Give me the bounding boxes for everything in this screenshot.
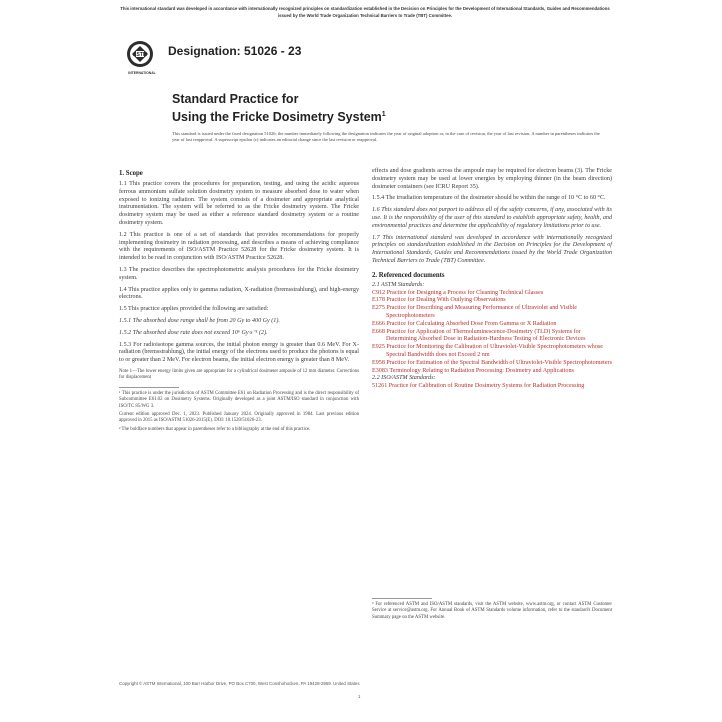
right-column [372, 168, 612, 391]
para-1-6: 1.6 This standard does not purport to address all of the safety concerns, if any, associated with its use. It is the responsibility of the user of this standard to establish appropriate safety, health, and environmental practices and determine the applicability of regulatory limitations prior to use. [372, 207, 612, 229]
para-continued: effects and dose gradients across the ampoule may be required for electron beams (3). The Fricke dosimetry system may be used at lower energies by employing thinner (in the beam direction) dosimeter containers (see ICRU Report 35). [372, 168, 612, 190]
astm-standards-subheading: 2.1 ASTM Standards: [372, 281, 425, 288]
astm-reference-title-link[interactable]: Practice for Designing a Process for Cleaning Technical Glasses [386, 289, 544, 296]
para-1-5-2: 1.5.2 The absorbed dose rate does not exceed 10⁶ Gy·s⁻¹ (2). [119, 329, 268, 336]
title-line-2 [172, 107, 386, 125]
astm-reference-code-link[interactable]: E3083 [372, 367, 390, 374]
astm-reference-item [372, 321, 612, 329]
astm-reference-title-link[interactable]: Practice for Describing and Measuring Performance of Ultraviolet and Visible Spectrophotometers [386, 305, 577, 319]
astm-reference-item [372, 344, 612, 360]
right-footnote-divider [372, 598, 432, 599]
document-title [172, 92, 386, 125]
footnote-divider [119, 387, 179, 388]
astm-reference-code-link[interactable]: E925 [372, 344, 387, 351]
right-footnote-area [372, 598, 612, 621]
scope-heading: 1. Scope [119, 170, 143, 177]
page-number: 1 [358, 694, 361, 699]
international-standard-notice: This international standard was developed in accordance with internationally recognized principles on standardization established in the Decision on Principles for the Development of International Standards, Guides and Recommendations issued by the World Trade Organization Technical Barriers to Trade (TBT) Committee. [120, 6, 610, 18]
astm-reference-item [372, 360, 612, 368]
astm-reference-item [372, 368, 612, 376]
footnote-1b: Current edition approved Dec. 1, 2023. Published January 2024. Originally approved in 1984. Last previous edition approved in 2015 as ISO/ASTM 51026-2015(E). DOI: 10.1520/51026-23. [119, 411, 359, 424]
astm-reference-title-link[interactable]: Practice for Calculating Absorbed Dose From Gamma or X Radiation [386, 320, 557, 327]
astm-reference-code-link[interactable]: E275 [372, 305, 387, 312]
title-main: Using the Fricke Dosimetry System [172, 110, 382, 125]
para-1-5-1: 1.5.1 The absorbed dose range shall be from 20 Gy to 400 Gy (1). [119, 317, 280, 324]
para-1-3: 1.3 The practice describes the spectrophotometric analysis procedures for the Fricke dosimetry system. [119, 266, 359, 281]
title-footnote-mark: 1 [381, 111, 386, 118]
astm-reference-code-link[interactable]: E666 [372, 320, 387, 327]
astm-reference-title-link[interactable]: Practice for Dealing With Outlying Observations [386, 297, 506, 304]
iso-astm-reference-list [372, 383, 612, 391]
astm-reference-code-link[interactable]: E668 [372, 328, 387, 335]
astm-reference-code-link[interactable]: E178 [372, 297, 387, 304]
astm-reference-item [372, 305, 612, 321]
footnote-2: ² The boldface numbers that appear in parentheses refer to a bibliography at the end of this practice. [119, 426, 311, 432]
note-1: Note 1—The lower energy limits given are appropriate for a cylindrical dosimeter ampoule of 12 mm diameter. Corrections for displacement [119, 368, 359, 381]
astm-logo-icon [124, 38, 160, 76]
para-1-5-4: 1.5.4 The irradiation temperature of the dosimeter should be within the range of 10 °C to 60 °C. [372, 195, 606, 202]
astm-reference-title-link[interactable]: Practice for Monitoring the Calibration of Ultraviolet-Visible Spectrophotometers whose Spectral Bandwidth does not Exceed 2 nm [386, 344, 603, 358]
para-1-2: 1.2 This practice is one of a set of standards that provides recommendations for properly implementing dosimetry in radiation processing, and describes a means of achieving compliance with the requirements of ISO/ASTM Practice 52628 for the Fricke dosimetry system. It is intended to be read in conjunction with ISO/ASTM Practice 52628. [119, 231, 359, 262]
copyright-line: Copyright © ASTM International, 100 Barr Harbor Drive, PO Box C700, West Conshohocken, PA 19428-2959. United States [119, 681, 360, 686]
astm-reference-item [372, 329, 612, 345]
iso-astm-reference-title-link[interactable]: Practice for Calibration of Routine Dosimetry Systems for Radiation Processing [388, 383, 585, 390]
footnote-1: ¹ This practice is under the jurisdiction of ASTM Committee E61 on Radiation Processing and is the direct responsibility of Subcommittee E61.02 on Dosimetry Systems. Originally developed as a joint ASTM/ISO standard in conjunction with ISO/TC 85/WG 3. [119, 390, 359, 409]
designation: Designation: 51026 - 23 [168, 44, 302, 58]
referenced-documents-heading: 2. Referenced documents [372, 271, 445, 279]
para-1-4: 1.4 This practice applies only to gamma radiation, X-radiation (bremsstrahlung), and high-energy electrons. [119, 286, 359, 301]
footnote-3: ³ For referenced ASTM and ISO/ASTM standards, visit the ASTM website, www.astm.org, or contact ASTM Customer Service at service@astm.org. For Annual Book of ASTM Standards volume information, refer to the standard's Document Summary page on the ASTM website. [372, 602, 612, 620]
svg-text:INTERNATIONAL: INTERNATIONAL [128, 71, 156, 75]
astm-reference-item [372, 297, 612, 305]
astm-reference-list [372, 290, 612, 376]
iso-astm-standards-subheading: 2.2 ISO/ASTM Standards: [372, 375, 436, 382]
title-line-1: Standard Practice for [172, 92, 299, 106]
astm-reference-code-link[interactable]: C912 [372, 289, 387, 296]
para-1-1: 1.1 This practice covers the procedures for preparation, testing, and using the acidic aqueous ferrous ammonium sulfate solution dosimetry system to measure absorbed dose to water when exposed to ionizing radiation. The system consists of a dosimeter and appropriate analytical instrumentation. The system will be referred to as the Fricke dosimetry system. The Fricke dosimetry system may be used as either a reference standard dosimetry system or a routine dosimetry system. [119, 181, 359, 226]
astm-reference-title-link[interactable]: Practice for Estimation of the Spectral Bandwidth of Ultraviolet-Visible Spectrophotometers [386, 359, 612, 366]
astm-reference-code-link[interactable]: E958 [372, 359, 387, 366]
para-1-5-3: 1.5.3 For radioisotope gamma sources, the initial photon energy is greater than 0.6 MeV. For X-radiation (bremsstrahlung), the initial energy of the electrons used to produce the photons is equal to or greater than 2 MeV. For electron beams, the initial electron energy is greater than 8 MeV. [119, 341, 359, 364]
iso-astm-reference-code-link[interactable]: 51261 [372, 383, 389, 390]
left-column [119, 170, 359, 433]
astm-reference-title-link[interactable]: Practice for Application of Thermoluminescence-Dosimetry (TLD) Systems for Determining Absorbed Dose in Radiation-Hardness Testing of Electronic Devices [386, 328, 586, 343]
para-1-5: 1.5 This practice applies provided the following are satisfied: [119, 306, 269, 313]
astm-reference-title-link[interactable]: Terminology Relating to Radiation Processing: Dosimetry and Applications [389, 367, 574, 374]
issued-statement: This standard is issued under the fixed designation 51026; the number immediately following the designation indicates the year of original adoption or, in the case of revision, the year of last revision. A number in parentheses indicates the year of last reapproval. A superscript epsilon (ε) indicates an editorial change since the last revision or reapproval. [172, 131, 600, 143]
iso-astm-reference-item [372, 383, 612, 391]
para-1-7: 1.7 This international standard was developed in accordance with internationally recognized principles on standardization established in the Decision on Principles for the Development of International Standards, Guides and Recommendations issued by the World Trade Organization Technical Barriers to Trade (TBT) Committee. [372, 234, 612, 264]
svg-text:ASTM: ASTM [132, 52, 148, 58]
